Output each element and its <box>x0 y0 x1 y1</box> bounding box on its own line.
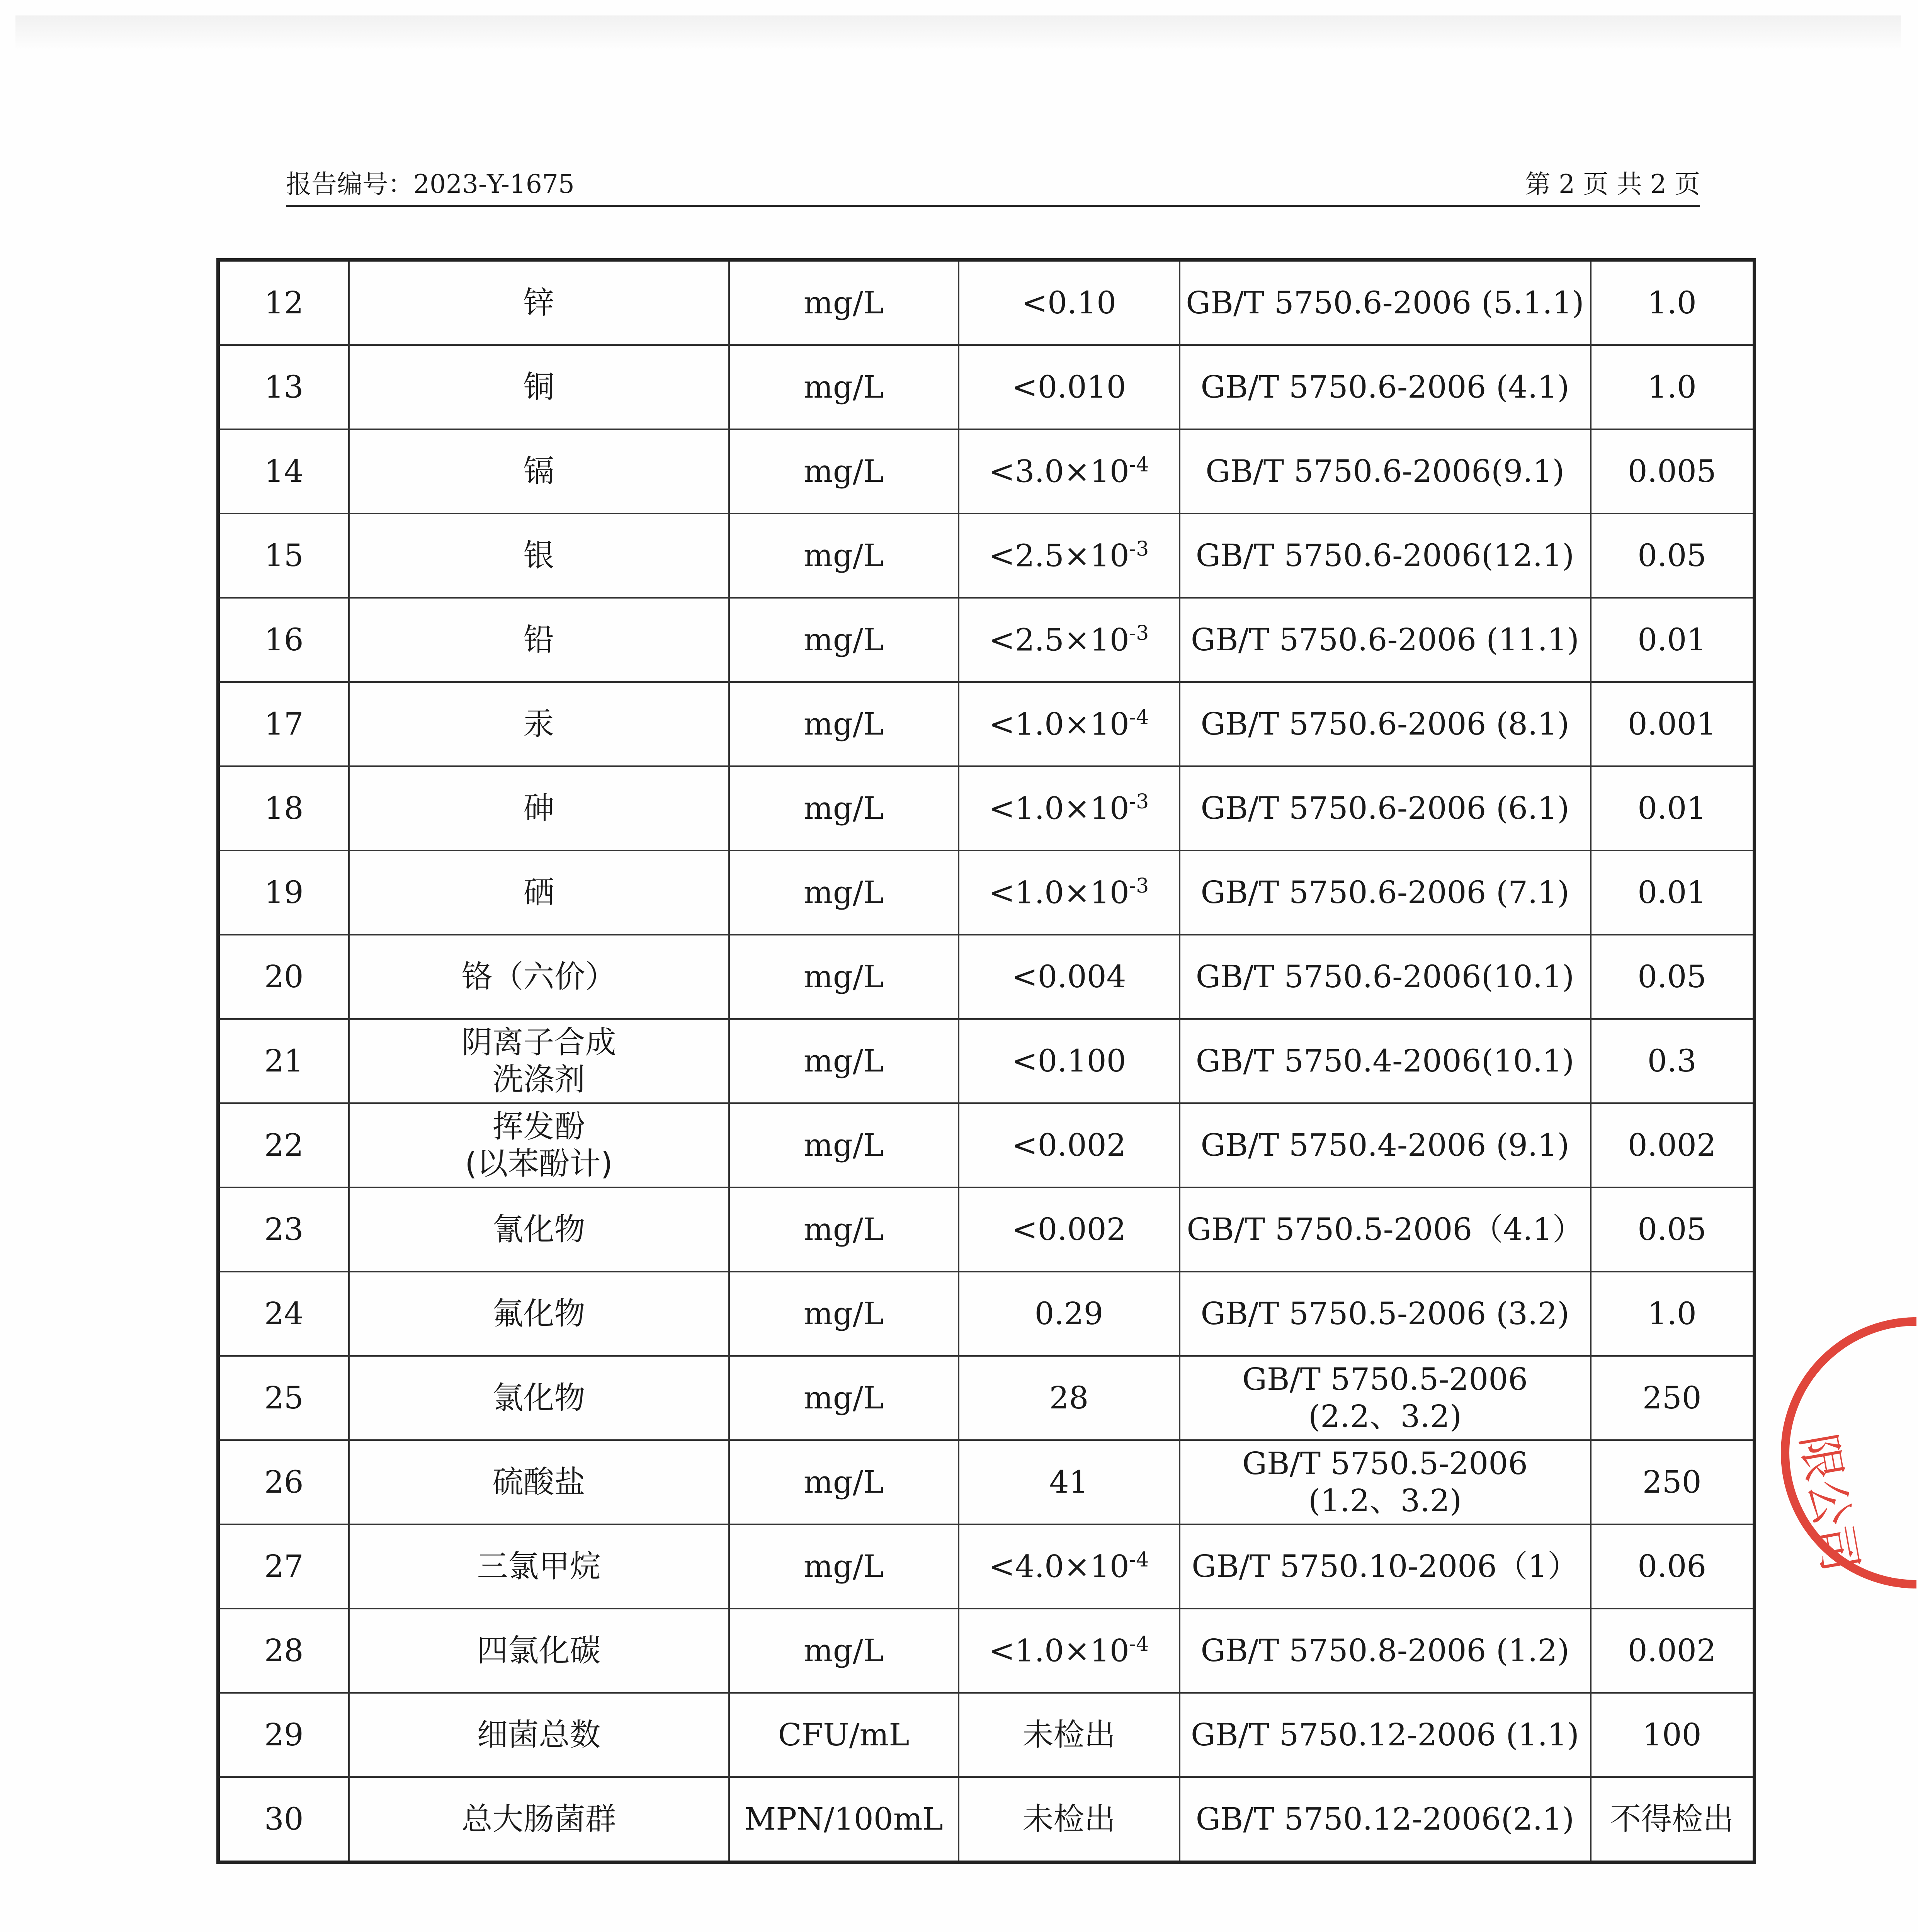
row-number: 27 <box>264 1548 304 1584</box>
result-cell <box>959 1777 1180 1862</box>
unit-cell <box>729 1356 959 1440</box>
table-row <box>218 514 1755 598</box>
limit-value: 250 <box>1642 1464 1702 1500</box>
row-number-cell <box>218 260 349 345</box>
result-exponent: -4 <box>1129 1632 1149 1656</box>
limit-value: 0.05 <box>1637 537 1707 573</box>
report-number: 报告编号：2023-Y-1675 <box>286 169 575 199</box>
unit-cell <box>729 1272 959 1356</box>
result-value: <1.0×10 <box>989 790 1129 827</box>
method: GB/T 5750.6-2006 (8.1) <box>1200 706 1569 742</box>
result-value: <0.100 <box>1012 1043 1126 1079</box>
limit-cell <box>1591 1440 1755 1524</box>
item-name-cell <box>349 935 729 1019</box>
table-row <box>218 1103 1755 1187</box>
table-row <box>218 850 1755 935</box>
item-name-cell <box>349 1524 729 1609</box>
unit: mg/L <box>803 1380 884 1416</box>
result-cell <box>959 429 1180 514</box>
result-exponent: -3 <box>1129 874 1149 898</box>
unit: mg/L <box>803 874 884 910</box>
method: GB/T 5750.6-2006(10.1) <box>1195 959 1575 995</box>
item-name-cell <box>349 1777 729 1862</box>
limit-cell <box>1591 1187 1755 1272</box>
row-number-cell <box>218 1103 349 1187</box>
limit-value: 0.01 <box>1637 874 1707 910</box>
results-table-body <box>218 260 1755 1862</box>
limit-value: 0.01 <box>1637 790 1707 826</box>
limit-value: 1.0 <box>1647 1296 1697 1332</box>
limit-value: 100 <box>1642 1717 1702 1753</box>
unit: mg/L <box>803 1633 884 1668</box>
row-number-cell <box>218 1019 349 1103</box>
result-cell <box>959 598 1180 682</box>
item-name: 细菌总数 <box>477 1717 601 1753</box>
method-line2: (1.2、3.2) <box>1308 1483 1462 1519</box>
item-name: 银 <box>523 537 554 573</box>
method-line2: (2.2、3.2) <box>1308 1398 1462 1434</box>
row-number-cell <box>218 514 349 598</box>
method-cell <box>1180 514 1591 598</box>
result-value: <0.10 <box>1021 285 1117 321</box>
result-exponent: -4 <box>1129 453 1149 476</box>
result-cell <box>959 935 1180 1019</box>
row-number: 18 <box>264 790 304 826</box>
row-number: 19 <box>264 874 304 910</box>
method-cell <box>1180 935 1591 1019</box>
unit: mg/L <box>803 1548 884 1584</box>
method-cell <box>1180 1524 1591 1609</box>
unit-cell <box>729 1693 959 1777</box>
method-cell <box>1180 1272 1591 1356</box>
method: GB/T 5750.4-2006 (9.1) <box>1200 1127 1569 1163</box>
result-exponent: -3 <box>1129 621 1149 645</box>
result-value: <0.002 <box>1012 1211 1126 1247</box>
result-value: <0.004 <box>1012 959 1126 995</box>
row-number-cell <box>218 935 349 1019</box>
scan-edge <box>15 15 1901 50</box>
row-number-cell <box>218 345 349 429</box>
item-name: 三氯甲烷 <box>477 1548 601 1584</box>
method-cell <box>1180 1693 1591 1777</box>
table-row <box>218 1524 1755 1609</box>
limit-cell <box>1591 935 1755 1019</box>
limit-value: 0.005 <box>1627 453 1716 489</box>
item-name: 氯化物 <box>492 1380 585 1416</box>
result-value: <0.002 <box>1012 1127 1126 1163</box>
stamp-seal-icon <box>1770 1310 1916 1596</box>
row-number-cell <box>218 766 349 850</box>
item-name-cell <box>349 1693 729 1777</box>
item-name-cell <box>349 1609 729 1693</box>
item-name: 氰化物 <box>492 1211 585 1247</box>
item-name-cell <box>349 598 729 682</box>
page-number: 第 2 页 共 2 页 <box>1525 169 1700 199</box>
row-number-cell <box>218 1187 349 1272</box>
limit-value: 0.06 <box>1637 1548 1707 1584</box>
method: GB/T 5750.5-2006 (3.2) <box>1200 1296 1569 1332</box>
result-cell <box>959 1609 1180 1693</box>
method: GB/T 5750.6-2006 (11.1) <box>1191 622 1579 658</box>
row-number: 21 <box>264 1043 304 1079</box>
result-value: <4.0×10 <box>989 1548 1129 1585</box>
row-number-cell <box>218 429 349 514</box>
limit-value: 1.0 <box>1647 285 1697 321</box>
row-number-cell <box>218 850 349 935</box>
method: GB/T 5750.12-2006 (1.1) <box>1191 1717 1579 1753</box>
table-row <box>218 766 1755 850</box>
table-row <box>218 682 1755 766</box>
unit-cell <box>729 514 959 598</box>
limit-value: 0.05 <box>1637 959 1707 995</box>
limit-cell <box>1591 598 1755 682</box>
table-row <box>218 260 1755 345</box>
row-number: 24 <box>264 1296 304 1332</box>
limit-cell <box>1591 1356 1755 1440</box>
unit: mg/L <box>803 706 884 742</box>
row-number: 16 <box>264 622 304 658</box>
method-cell <box>1180 598 1591 682</box>
method-cell <box>1180 766 1591 850</box>
table-row <box>218 1356 1755 1440</box>
evaluation-text <box>282 1926 1020 1932</box>
table-row <box>218 1440 1755 1524</box>
result-value: 0.29 <box>1034 1296 1104 1332</box>
limit-value: 不得检出 <box>1610 1801 1734 1837</box>
row-number: 29 <box>264 1717 304 1753</box>
item-name: 汞 <box>523 706 554 742</box>
result-value: 未检出 <box>1022 1717 1115 1753</box>
result-value: <1.0×10 <box>989 706 1129 742</box>
unit: mg/L <box>803 1211 884 1247</box>
row-number-cell <box>218 1440 349 1524</box>
item-name: 铅 <box>523 622 554 658</box>
result-exponent: -4 <box>1129 706 1149 729</box>
unit-cell <box>729 345 959 429</box>
row-number: 13 <box>264 369 304 405</box>
limit-cell <box>1591 1609 1755 1693</box>
item-name: 镉 <box>523 453 554 489</box>
item-name-cell <box>349 766 729 850</box>
result-cell <box>959 1693 1180 1777</box>
table-row <box>218 1019 1755 1103</box>
table-row <box>218 345 1755 429</box>
method-cell <box>1180 1187 1591 1272</box>
method-cell <box>1180 1440 1591 1524</box>
item-name-cell <box>349 1187 729 1272</box>
method-cell <box>1180 1777 1591 1862</box>
item-name-cell <box>349 1440 729 1524</box>
method: GB/T 5750.12-2006(2.1) <box>1195 1801 1575 1837</box>
table-row <box>218 1272 1755 1356</box>
table-row <box>218 429 1755 514</box>
method: GB/T 5750.5-2006（4.1） <box>1187 1211 1583 1247</box>
unit: mg/L <box>803 1296 884 1332</box>
row-number: 14 <box>264 453 304 489</box>
method-cell <box>1180 345 1591 429</box>
result-cell <box>959 850 1180 935</box>
row-number-cell <box>218 1272 349 1356</box>
result-cell <box>959 345 1180 429</box>
result-cell <box>959 260 1180 345</box>
result-cell <box>959 1356 1180 1440</box>
row-number-cell <box>218 1609 349 1693</box>
method: GB/T 5750.8-2006 (1.2) <box>1200 1633 1569 1668</box>
limit-value: 0.01 <box>1637 622 1707 658</box>
result-value: 28 <box>1049 1380 1089 1416</box>
item-name: 阴离子合成 <box>461 1024 616 1060</box>
unit: mg/L <box>803 790 884 826</box>
item-name-cell <box>349 514 729 598</box>
limit-cell <box>1591 766 1755 850</box>
result-exponent: -3 <box>1129 790 1149 813</box>
table-row <box>218 1777 1755 1862</box>
limit-cell <box>1591 260 1755 345</box>
row-number-cell <box>218 1524 349 1609</box>
method: GB/T 5750.6-2006(12.1) <box>1195 537 1575 573</box>
result-cell <box>959 1440 1180 1524</box>
unit-cell <box>729 1777 959 1862</box>
company-stamp <box>1770 1310 1916 1596</box>
result-cell <box>959 1019 1180 1103</box>
row-number-cell <box>218 598 349 682</box>
result-value: <2.5×10 <box>989 622 1129 658</box>
limit-value: 0.002 <box>1627 1633 1716 1668</box>
unit: mg/L <box>803 622 884 658</box>
item-name-cell <box>349 345 729 429</box>
limit-cell <box>1591 345 1755 429</box>
results-table <box>216 258 1756 1864</box>
item-name: 总大肠菌群 <box>461 1801 616 1837</box>
table-row <box>218 935 1755 1019</box>
limit-value: 0.002 <box>1627 1127 1716 1163</box>
item-name-cell <box>349 260 729 345</box>
table-row <box>218 1609 1755 1693</box>
row-number-cell <box>218 1693 349 1777</box>
limit-cell <box>1591 1777 1755 1862</box>
unit-cell <box>729 682 959 766</box>
method-cell <box>1180 429 1591 514</box>
result-cell <box>959 682 1180 766</box>
result-value: <3.0×10 <box>989 453 1129 490</box>
limit-cell <box>1591 1103 1755 1187</box>
item-name: 铬（六价） <box>461 959 616 995</box>
method: GB/T 5750.6-2006 (6.1) <box>1200 790 1569 826</box>
method: GB/T 5750.6-2006 (7.1) <box>1200 874 1569 910</box>
table-row <box>218 598 1755 682</box>
method-cell <box>1180 850 1591 935</box>
unit: MPN/100mL <box>744 1801 943 1837</box>
unit: mg/L <box>803 453 884 489</box>
item-name: 硒 <box>523 874 554 910</box>
result-exponent: -3 <box>1129 537 1149 561</box>
item-name: 砷 <box>523 790 554 826</box>
unit-cell <box>729 1524 959 1609</box>
unit: mg/L <box>803 537 884 573</box>
item-name: 四氯化碳 <box>477 1633 601 1668</box>
unit-cell <box>729 1440 959 1524</box>
page-header <box>286 170 1700 207</box>
method: GB/T 5750.5-2006 <box>1242 1361 1528 1397</box>
item-name-cell <box>349 1272 729 1356</box>
item-name-line2: 洗涤剂 <box>492 1061 585 1097</box>
unit: mg/L <box>803 1127 884 1163</box>
unit: mg/L <box>803 285 884 321</box>
method-cell <box>1180 260 1591 345</box>
limit-value: 250 <box>1642 1380 1702 1416</box>
method-cell <box>1180 1019 1591 1103</box>
method: GB/T 5750.6-2006 (4.1) <box>1200 369 1569 405</box>
row-number: 28 <box>264 1633 304 1668</box>
unit-cell <box>729 260 959 345</box>
row-number-cell <box>218 1777 349 1862</box>
item-name-line2: (以苯酚计) <box>465 1146 613 1182</box>
row-number: 26 <box>264 1464 304 1500</box>
row-number: 30 <box>264 1801 304 1837</box>
result-cell <box>959 1272 1180 1356</box>
unit-cell <box>729 850 959 935</box>
method-cell <box>1180 682 1591 766</box>
result-cell <box>959 514 1180 598</box>
result-cell <box>959 1103 1180 1187</box>
result-value: <1.0×10 <box>989 874 1129 911</box>
item-name: 锌 <box>523 285 554 321</box>
limit-cell <box>1591 514 1755 598</box>
limit-cell <box>1591 429 1755 514</box>
stamp-text: 限公司 <box>1790 1430 1867 1577</box>
result-value: 41 <box>1049 1464 1089 1500</box>
row-number-cell <box>218 682 349 766</box>
item-name-cell <box>349 682 729 766</box>
limit-cell <box>1591 1019 1755 1103</box>
row-number: 12 <box>264 285 304 321</box>
method: GB/T 5750.10-2006（1） <box>1192 1548 1578 1584</box>
method: GB/T 5750.6-2006(9.1) <box>1206 453 1564 489</box>
result-cell <box>959 1187 1180 1272</box>
limit-cell <box>1591 1272 1755 1356</box>
table-row <box>218 1187 1755 1272</box>
row-number: 17 <box>264 706 304 742</box>
limit-cell <box>1591 1524 1755 1609</box>
unit-cell <box>729 1103 959 1187</box>
limit-value: 0.3 <box>1647 1043 1697 1079</box>
method: GB/T 5750.4-2006(10.1) <box>1195 1043 1575 1079</box>
unit-cell <box>729 1019 959 1103</box>
item-name-cell <box>349 1019 729 1103</box>
unit-cell <box>729 766 959 850</box>
row-number: 23 <box>264 1211 304 1247</box>
unit: mg/L <box>803 1043 884 1079</box>
result-value: <1.0×10 <box>989 1633 1129 1669</box>
row-number: 22 <box>264 1127 304 1163</box>
limit-cell <box>1591 682 1755 766</box>
item-name-cell <box>349 1103 729 1187</box>
limit-value: 0.05 <box>1637 1211 1707 1247</box>
method: GB/T 5750.6-2006 (5.1.1) <box>1186 285 1584 321</box>
row-number: 25 <box>264 1380 304 1416</box>
result-cell <box>959 1524 1180 1609</box>
row-number: 15 <box>264 537 304 573</box>
limit-cell <box>1591 850 1755 935</box>
item-name: 挥发酚 <box>492 1109 585 1145</box>
method-cell <box>1180 1356 1591 1440</box>
item-name-cell <box>349 1356 729 1440</box>
item-name-cell <box>349 429 729 514</box>
limit-value: 0.001 <box>1627 706 1716 742</box>
unit: mg/L <box>803 959 884 995</box>
item-name: 氟化物 <box>492 1296 585 1332</box>
table-row <box>218 1693 1755 1777</box>
unit-cell <box>729 429 959 514</box>
limit-cell <box>1591 1693 1755 1777</box>
method-cell <box>1180 1609 1591 1693</box>
unit: mg/L <box>803 1464 884 1500</box>
result-value: <0.010 <box>1012 369 1126 405</box>
item-name: 铜 <box>523 369 554 405</box>
unit-cell <box>729 1187 959 1272</box>
result-exponent: -4 <box>1129 1548 1149 1571</box>
row-number-cell <box>218 1356 349 1440</box>
limit-value: 1.0 <box>1647 369 1697 405</box>
method-cell <box>1180 1103 1591 1187</box>
unit-cell <box>729 598 959 682</box>
unit: CFU/mL <box>778 1717 910 1753</box>
method: GB/T 5750.5-2006 <box>1242 1446 1528 1481</box>
result-value: 未检出 <box>1022 1801 1115 1837</box>
result-cell <box>959 766 1180 850</box>
result-value: <2.5×10 <box>989 537 1129 574</box>
item-name-cell <box>349 850 729 935</box>
unit-cell <box>729 935 959 1019</box>
row-number: 20 <box>264 959 304 995</box>
item-name: 硫酸盐 <box>492 1464 585 1500</box>
unit: mg/L <box>803 369 884 405</box>
unit-cell <box>729 1609 959 1693</box>
